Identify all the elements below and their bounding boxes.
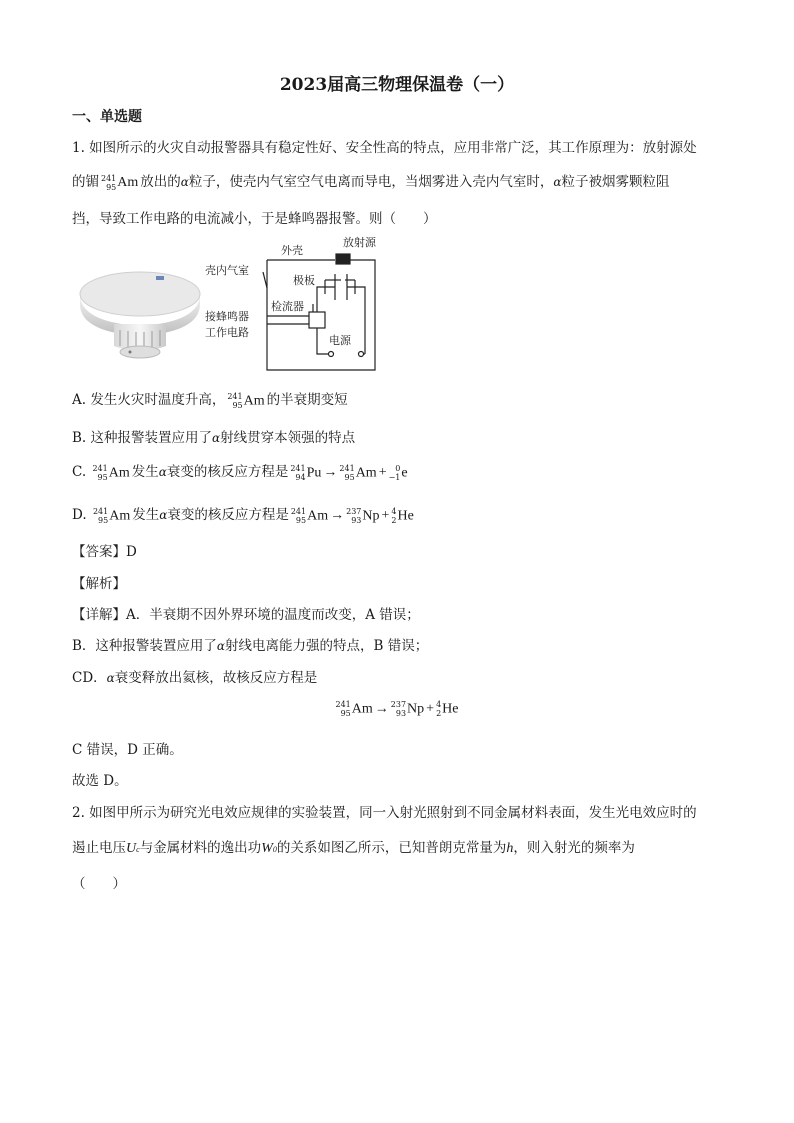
alpha-symbol: α [106,671,115,685]
nuclide-np [346,507,379,525]
w0-subscript: 0 [272,845,277,854]
plus-sign: + [378,465,387,480]
nuclide-am [93,507,130,525]
option-text: 发生 [132,507,160,523]
detail-line-1: 【详解】A．半衰期不因外界环境的温度而改变，A 错误； [72,607,420,623]
atomic-number: −1 [388,472,401,482]
w0-letter: W [261,841,273,856]
label-plate: 极板 [293,274,315,287]
atomic-number: 95 [98,515,109,525]
detail-line-3 [72,666,317,686]
section-heading: 一、单选题 [72,109,142,125]
q1-line-2 [72,170,670,192]
mass-number: 241 [101,173,117,183]
atomic-number: 95 [344,472,355,482]
element-symbol: e [401,465,408,480]
h-symbol: h [506,841,514,856]
label-source: 放射源 [343,236,376,249]
q1-line-1: 1. 如图所示的火灾自动报警器具有稳定性好、安全性高的特点，应用非常广泛，其工作原理为：放射源处 [72,140,697,156]
option-text: 衰变的核反应方程是 [166,464,289,480]
detail-line-2 [72,634,428,654]
answer-value: D [126,544,137,560]
element-symbol: Np [362,508,380,523]
detail-line-4: C 错误，D 正确。 [72,742,183,758]
label-buzzer-2: 工作电路 [205,326,249,339]
arrow-icon: → [323,465,338,480]
mass-number: 241 [227,391,243,401]
element-symbol: Am [307,508,329,523]
uc-symbol [126,841,140,856]
detail-line-5: 故选 D。 [72,773,128,789]
option-text: D. [72,507,87,523]
alpha-symbol: α [553,175,562,189]
atomic-number: 95 [295,515,307,525]
mass-number: 237 [390,700,407,709]
nuclide-am [335,700,372,718]
element-symbol: Pu [306,465,322,480]
answer-line [72,540,137,560]
atomic-number: 93 [395,709,407,718]
option-c [72,460,410,482]
page-title: 2023届高三物理保温卷（一） [279,75,515,95]
atomic-number: 95 [106,182,117,192]
q1-text: 粒子被烟雾颗粒阻 [561,174,670,190]
mass-number: 241 [290,463,306,473]
element-symbol: He [397,508,414,523]
label-chamber: 壳内气室 [205,264,249,277]
q2-line-1: 2. 如图甲所示为研究光电效应规律的实验装置，同一入射光照射到不同金属材料表面，发生光电效应时的 [72,805,697,821]
nuclide-pu [290,464,321,482]
q1-text: 放出的 [140,174,181,190]
nuclide-np [391,700,424,718]
q2-text: 的关系如图乙所示，已知普朗克常量为 [276,840,507,856]
q2-text: ，则入射光的频率为 [513,840,635,856]
circuit-diagram [205,232,395,382]
option-text: 的半衰期变短 [266,392,348,408]
label-detector: 检流器 [271,300,304,313]
mass-number: 241 [92,506,109,516]
q2-line-2 [72,836,635,857]
arrow-icon: → [374,701,389,717]
option-b [72,426,355,446]
option-text: B. 这种报警装置应用了 [72,430,213,446]
smoke-detector-icon [78,264,202,374]
alpha-symbol: α [212,431,221,445]
plus-sign: + [426,701,435,717]
mass-number: 237 [346,506,362,516]
mass-number: 4 [391,506,397,516]
option-d [72,503,416,525]
mass-number: 241 [339,463,355,473]
q2-line-3: （ ） [72,876,126,892]
option-text: 射线贯穿本领强的特点 [220,430,356,446]
atomic-number: 2 [436,709,442,718]
uc-letter: U [126,841,137,856]
nuclide-am [291,507,328,525]
mass-number: 241 [290,506,307,516]
element-symbol: Am [355,465,377,480]
nuclear-equation [0,700,794,718]
arrow-icon: → [330,508,345,523]
nuclide-am [101,174,138,192]
plus-sign: + [381,508,390,523]
label-shell: 外壳 [281,244,303,257]
element-symbol: Am [108,465,130,480]
atomic-number: 94 [295,472,306,482]
mass-number: 241 [92,463,108,473]
element-symbol: Am [351,701,373,717]
q2-text: 遏止电压 [72,840,126,856]
alpha-symbol: α [180,175,189,189]
atomic-number: 95 [232,400,243,410]
option-text: 衰变的核反应方程是 [167,507,289,523]
analysis-tag: 【解析】 [72,576,126,592]
detail-text: B．这种报警装置应用了 [72,638,217,654]
smoke-detector-image [78,264,202,374]
atomic-number: 2 [391,515,397,525]
option-a [72,388,348,410]
nuclide-am [339,464,376,482]
element-symbol: Am [109,508,131,523]
element-symbol: Np [407,701,425,717]
atomic-number: 95 [97,472,108,482]
circuit-diagram-svg [205,232,395,382]
uc-subscript: c [136,845,140,854]
option-text: A. 发生火灾时温度升高， [72,392,226,408]
atomic-number: 95 [340,709,351,718]
mass-number: 0 [395,463,401,473]
element-symbol: Am [243,393,265,408]
nuclide-e [389,464,408,482]
w0-symbol [261,841,277,856]
q2-text: 与金属材料的逸出功 [139,840,262,856]
nuclide-he [436,700,458,718]
answer-tag: 【答案】 [72,544,126,560]
detail-text: 衰变释放出氦核，故核反应方程是 [114,670,318,686]
label-buzzer-1: 接蜂鸣器 [205,310,249,323]
atomic-number: 93 [351,515,362,525]
alpha-symbol: α [216,639,226,653]
mass-number: 4 [436,700,442,709]
q1-text: 粒子，使壳内气室空气电离而导电，当烟雾进入壳内气室时， [188,174,554,190]
nuclide-am [92,464,129,482]
alpha-symbol: α [159,508,168,522]
label-power: 电源 [329,334,351,347]
mass-number: 241 [335,700,351,709]
nuclide-am [227,392,264,410]
alpha-symbol: α [158,465,167,479]
q1-text: 的镅 [72,174,99,190]
option-text: C. [72,464,87,480]
nuclide-he [391,507,413,525]
q1-line-3: 挡，导致工作电路的电流减小，于是蜂鸣器报警。则（ ） [72,211,437,227]
element-symbol: He [442,701,459,717]
detail-text: 射线电离能力强的特点，B 错误； [225,638,429,654]
element-symbol: Am [117,174,139,190]
option-text: 发生 [131,464,159,480]
detail-text: CD． [72,670,107,686]
